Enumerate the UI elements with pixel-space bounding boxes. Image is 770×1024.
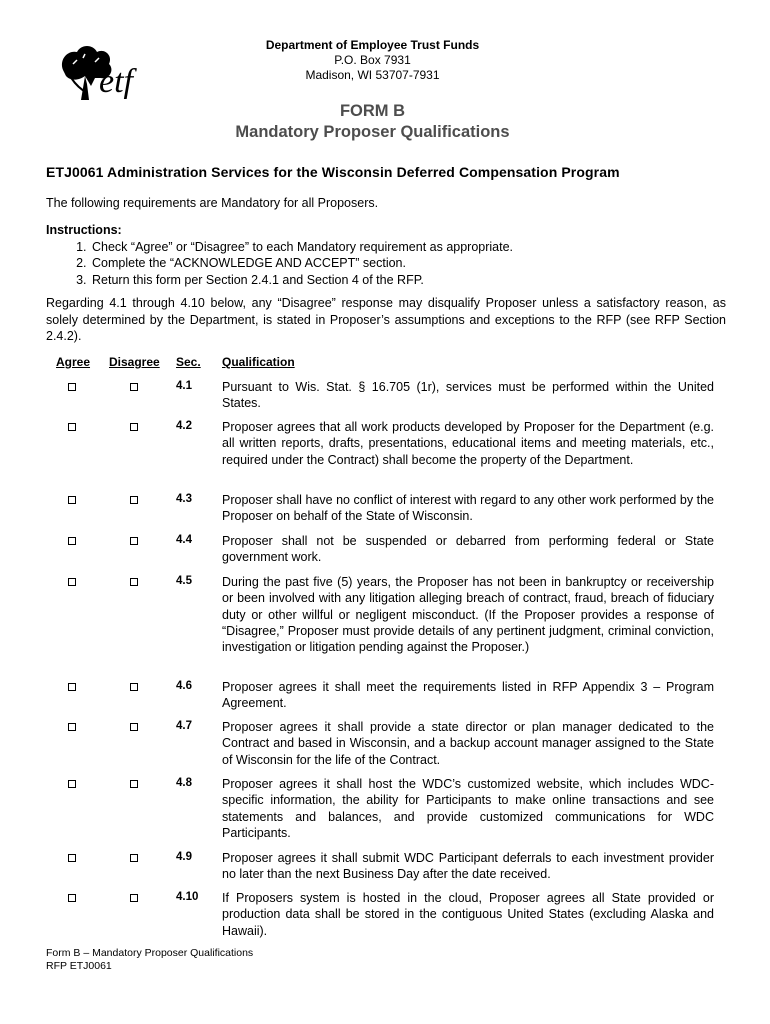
form-title-block	[170, 101, 575, 143]
instruction-item: 3. Return this form per Section 2.4.1 and Section 4 of the RFP.	[90, 272, 513, 289]
disagree-checkbox[interactable]	[130, 578, 138, 586]
page-footer	[46, 947, 253, 973]
header-qualification: Qualification	[222, 355, 295, 369]
header-agree: Agree	[56, 355, 91, 369]
instructions	[46, 222, 513, 288]
agree-checkbox[interactable]	[68, 423, 76, 431]
section-number: 4.10	[176, 891, 199, 903]
agree-checkbox[interactable]	[68, 894, 76, 902]
instruction-item: 2. Complete the “ACKNOWLEDGE AND ACCEPT” section.	[90, 255, 513, 272]
program-title: ETJ0061 Administration Services for the Wisconsin Deferred Compensation Program	[46, 164, 620, 180]
footer-form-name: Form B – Mandatory Proposer Qualifications	[46, 947, 254, 959]
disagree-checkbox[interactable]	[130, 383, 138, 391]
header-disagree: Disagree	[109, 355, 160, 369]
section-number: 4.6	[176, 680, 192, 692]
disagree-checkbox[interactable]	[130, 854, 138, 862]
qualification-text: If Proposers system is hosted in the cloud, Proposer agrees all State provided or production data shall be stored in the contiguous United States (excluding Alaska and Hawaii).	[222, 891, 714, 938]
section-number: 4.2	[176, 420, 192, 432]
qualification-text: During the past five (5) years, the Proposer has not been in bankruptcy or receivership or been involved with any litigation alleging breach of contract, fraud, breach of fiduciary duty or other willful or negligent misconduct. (If the Proposer provides a response of “Disagree,” Proposer must provide details of any pertinent judgment, criminal conviction, investigation or litigation pending against the Proposer.)	[222, 575, 714, 655]
section-number: 4.4	[176, 534, 192, 546]
agree-checkbox[interactable]	[68, 496, 76, 504]
form-title: FORM B	[339, 102, 406, 120]
disagree-checkbox[interactable]	[130, 683, 138, 691]
agree-checkbox[interactable]	[68, 383, 76, 391]
instruction-item: 1. Check “Agree” or “Disagree” to each Mandatory requirement as appropriate.	[90, 239, 513, 256]
section-number: 4.8	[176, 777, 192, 789]
section-number: 4.3	[176, 493, 192, 505]
qualification-text: Proposer agrees that all work products developed by Proposer for the Department (e.g. all written reports, drafts, presentations, educational items and meeting materials, etc., required under the Contract) shall become the property of the Department.	[222, 420, 714, 467]
intro-text: The following requirements are Mandatory for all Proposers.	[46, 196, 379, 210]
disagree-checkbox[interactable]	[130, 423, 138, 431]
qualification-text: Proposer agrees it shall host the WDC’s customized website, which includes WDC-specific information, the ability for Participants to make online transactions and see statements and balances, and provide customized communications for WDC Participants.	[222, 777, 714, 840]
section-number: 4.5	[176, 575, 192, 587]
disagree-checkbox[interactable]	[130, 780, 138, 788]
letterhead	[170, 38, 575, 83]
agree-checkbox[interactable]	[68, 723, 76, 731]
agree-checkbox[interactable]	[68, 780, 76, 788]
disagree-checkbox[interactable]	[130, 894, 138, 902]
footer-rfp-number: RFP ETJ0061	[46, 960, 112, 972]
qualification-text: Proposer agrees it shall meet the requirements listed in RFP Appendix 3 – Program Agreement.	[222, 680, 714, 711]
header-sec: Sec.	[176, 355, 201, 369]
disagree-checkbox[interactable]	[130, 496, 138, 504]
instructions-list	[46, 239, 513, 289]
disagree-checkbox[interactable]	[130, 723, 138, 731]
regarding-paragraph: Regarding 4.1 through 4.10 below, any “Disagree” response may disqualify Proposer unless a satisfactory reason, as solely determined by the Department, is stated in Proposer’s assumptions and exceptions to the RFP (see RFP Section 2.4.2).	[46, 296, 726, 343]
svg-text:etf: etf	[99, 63, 133, 100]
form-subtitle: Mandatory Proposer Qualifications	[235, 123, 510, 141]
qualification-text: Proposer agrees it shall submit WDC Participant deferrals to each investment provider no later than the next Business Day after the date received.	[222, 851, 714, 882]
qualification-text: Proposer agrees it shall provide a state director or plan manager dedicated to the Contract and based in Wisconsin, and a backup account manager assigned to the State of Wisconsin for the life of the Contract.	[222, 720, 714, 767]
agree-checkbox[interactable]	[68, 854, 76, 862]
agree-checkbox[interactable]	[68, 683, 76, 691]
section-number: 4.9	[176, 851, 192, 863]
qualification-text: Pursuant to Wis. Stat. § 16.705 (1r), services must be performed within the United States.	[222, 380, 714, 411]
etf-logo	[55, 40, 165, 110]
po-box: P.O. Box 7931	[334, 53, 411, 67]
section-number: 4.7	[176, 720, 192, 732]
section-number: 4.1	[176, 380, 192, 392]
qualification-text: Proposer shall not be suspended or debarred from performing federal or State government work.	[222, 534, 714, 565]
city-address: Madison, WI 53707-7931	[305, 68, 440, 82]
agree-checkbox[interactable]	[68, 578, 76, 586]
disagree-checkbox[interactable]	[130, 537, 138, 545]
department-name: Department of Employee Trust Funds	[265, 38, 480, 52]
agree-checkbox[interactable]	[68, 537, 76, 545]
qualification-text: Proposer shall have no conflict of interest with regard to any other work performed by the Proposer on behalf of the State of Wisconsin.	[222, 493, 714, 524]
instructions-heading: Instructions:	[46, 223, 122, 237]
